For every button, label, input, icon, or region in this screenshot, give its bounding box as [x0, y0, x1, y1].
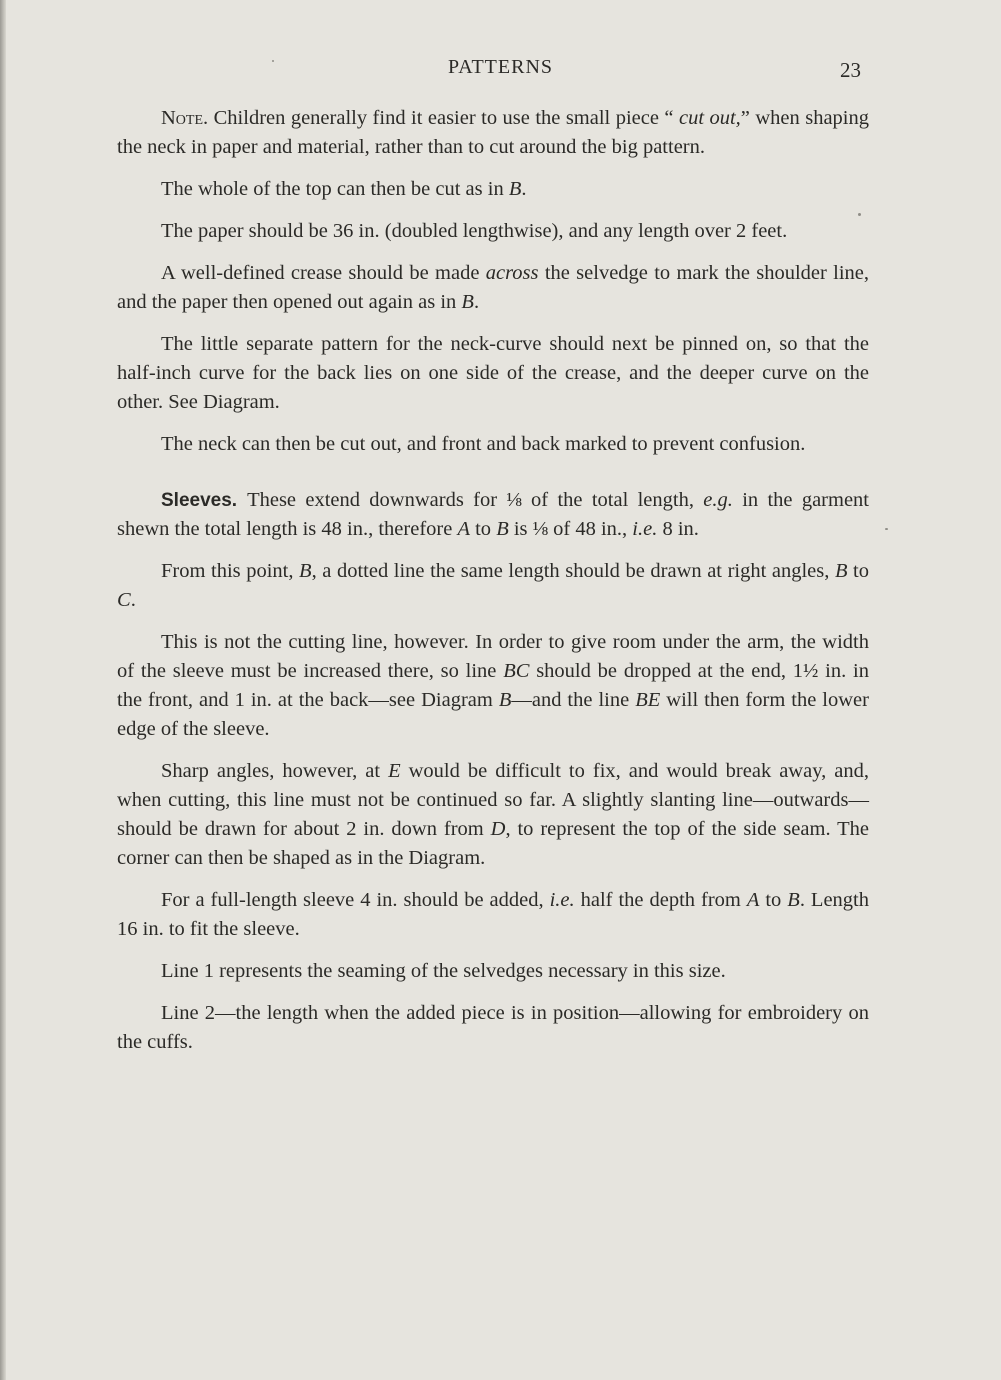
text-run: The paper should be 36 in. (doubled lengthwise), and any length over 2 feet. [161, 220, 788, 242]
italic-run: B [834, 560, 848, 582]
italic-run: cut out, [678, 107, 741, 129]
text-run: is ⅛ of 48 in., [508, 518, 633, 540]
italic-run: BC [503, 660, 530, 682]
text-run: in the garment shewn the total length is 48 in., therefore [117, 489, 869, 540]
italic-run: C [117, 589, 131, 611]
paragraph-full-length [117, 886, 869, 944]
text-run: This is not the cutting line, however. In order to give room under the arm, the width of the sleeve must be increased there, so line [117, 631, 869, 682]
text-run: These extend downwards for ⅛ of the total length, [247, 489, 704, 511]
text-run: the selvedge to mark the shoulder line, and the paper then opened out again as in [117, 262, 870, 313]
paragraph-line-1 [117, 957, 869, 986]
italic-run: E [388, 760, 401, 782]
text-run: . Length 16 in. to fit the sleeve. [117, 889, 870, 940]
text-run: half the depth from [574, 889, 747, 911]
italic-run: i.e. [549, 889, 575, 911]
note-lead: Note. [161, 107, 209, 129]
text-run: . [521, 178, 527, 200]
text-run: , a dotted line the same length should be drawn at right angles, [311, 560, 835, 582]
paragraph-top-cut [117, 175, 869, 204]
paragraph-neck-cut [117, 430, 869, 459]
italic-run: B [787, 889, 800, 911]
text-run: will then form the lower edge of the sleeve. [117, 689, 869, 740]
text-run: For a full-length sleeve 4 in. should be added, [161, 889, 550, 911]
paragraph-crease [117, 259, 869, 317]
page-number: 23 [840, 58, 861, 82]
text-run: should be dropped at the end, 1½ in. in the front, and 1 in. at the back—see Diagram [117, 660, 869, 711]
text-run: Line 2—the length when the added piece is in position—allowing for embroidery on the cuffs. [117, 1002, 869, 1053]
paper-speck [885, 528, 888, 530]
text-run: The little separate pattern for the neck-curve should next be pinned on, so that the half-inch curve for the back lies on one side of the crease, and the deeper curve on the other. See Diagram. [117, 333, 869, 413]
paragraph-cutting-line [117, 628, 869, 744]
italic-run: D [490, 818, 506, 840]
text-run: to [759, 889, 788, 911]
page-body [117, 104, 869, 1070]
text-run: . [130, 589, 136, 611]
text-run: 8 in. [657, 518, 699, 540]
paragraph-sleeves [117, 486, 869, 544]
text-run: Children generally find it easier to use the small piece “ [213, 107, 679, 129]
running-title: PATTERNS [447, 56, 554, 78]
italic-run: B [496, 518, 509, 540]
italic-run: across [485, 262, 539, 284]
italic-run: A [457, 518, 470, 540]
text-run: The whole of the top can then be cut as in [161, 178, 509, 200]
italic-run: B [461, 291, 474, 313]
paper-speck [858, 213, 861, 216]
italic-run: A [746, 889, 760, 911]
text-run: , to represent the top of the side seam. The corner can then be shaped as in the Diagram. [117, 818, 869, 869]
text-run: Sharp angles, however, at [161, 760, 389, 782]
text-run: to [847, 560, 870, 582]
text-run: Line 1 represents the seaming of the selvedges necessary in this size. [161, 960, 726, 982]
paragraph-dotted-line [117, 557, 869, 615]
text-run: ” when shaping the neck in paper and material, rather than to cut around the big pattern. [117, 107, 869, 158]
italic-run: B [508, 178, 522, 200]
italic-run: B [498, 689, 512, 711]
text-run: From this point, [161, 560, 300, 582]
italic-run: e.g. [703, 489, 733, 511]
italic-run: i.e. [632, 518, 658, 540]
text-run: to [469, 518, 497, 540]
italic-run: B [299, 560, 312, 582]
text-run: —and the line [511, 689, 636, 711]
paragraph-line-2 [117, 999, 869, 1057]
text-run: would be difficult to fix, and would break away, and, when cutting, this line must not be continued so far. A slightly slanting line—outwards—should be drawn for about 2 in. down from [117, 760, 869, 840]
text-run: . [473, 291, 480, 313]
sleeves-heading: Sleeves. [161, 490, 238, 511]
paper-speck [272, 60, 274, 62]
page-binding-edge [0, 0, 6, 1380]
italic-run: BE [635, 689, 661, 711]
paragraph-note [117, 104, 869, 162]
paragraph-paper-size [117, 217, 869, 246]
text-run: The neck can then be cut out, and front and back marked to prevent confusion. [161, 433, 806, 455]
paragraph-neck-pattern [117, 330, 869, 417]
paragraph-sharp-angles [117, 757, 869, 873]
text-run: A well-defined crease should be made [161, 262, 486, 284]
